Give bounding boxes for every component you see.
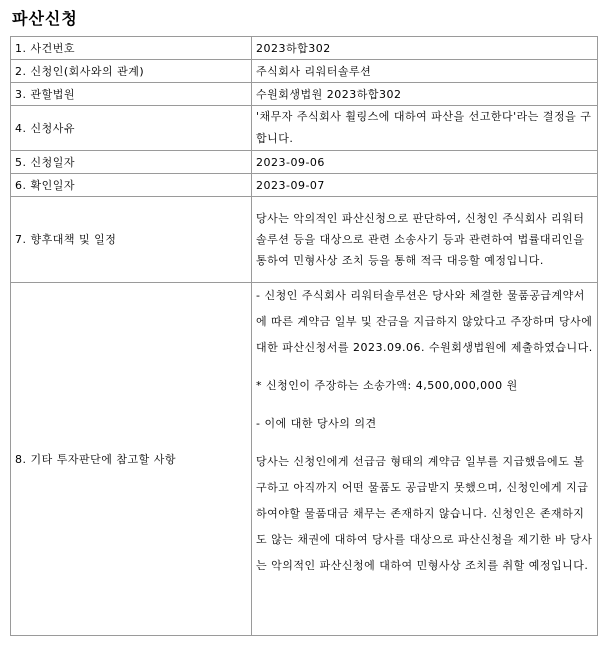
other-info-paragraph-claim: - 신청인 주식회사 리워터솔루션은 당사와 체결한 물품공급계약서에 따른 계약금 일부 및 잔금을 지급하지 않았다고 주장하며 당사에 대한 파산신청서를 2023.09.06. 수원회생법원에 제출하였습니다. (256, 289, 593, 354)
table-row (11, 283, 598, 636)
table-row (11, 151, 598, 174)
row-label-filing-date: 5. 신청일자 (11, 151, 252, 174)
row-value-applicant: 주식회사 리워터솔루션 (252, 60, 598, 83)
page-title: 파산신청 (12, 9, 78, 28)
table-row (11, 60, 598, 83)
other-info-paragraph-amount: * 신청인이 주장하는 소송가액: 4,500,000,000 원 (256, 379, 518, 392)
row-value-filing-date: 2023-09-06 (252, 151, 598, 174)
row-value-future-plan: 당사는 악의적인 파산신청으로 판단하여, 신청인 주식회사 리워터솔루션 등을 대상으로 관련 소송사기 등과 관련하여 법률대리인을 통하여 민형사상 조치 등을 통해 적극 대응할 예정입니다. (252, 197, 598, 283)
row-value-other-info (252, 283, 598, 636)
table-row (11, 174, 598, 197)
table-row (11, 83, 598, 106)
table-row (11, 106, 598, 151)
table-row (11, 197, 598, 283)
row-label-future-plan: 7. 향후대책 및 일정 (11, 197, 252, 283)
row-label-confirm-date: 6. 확인일자 (11, 174, 252, 197)
row-label-court: 3. 관할법원 (11, 83, 252, 106)
table-row (11, 37, 598, 60)
row-label-reason: 4. 신청사유 (11, 106, 252, 151)
row-value-court: 수원회생법원 2023하합302 (252, 83, 598, 106)
row-label-applicant: 2. 신청인(회사와의 관계) (11, 60, 252, 83)
row-value-reason: '채무자 주식회사 휠링스에 대하여 파산을 선고한다'라는 결정을 구합니다. (252, 106, 598, 151)
row-label-case-number: 1. 사건번호 (11, 37, 252, 60)
row-value-confirm-date: 2023-09-07 (252, 174, 598, 197)
other-info-paragraph-opinion: 당사는 신청인에게 선급금 형태의 계약금 일부를 지급했음에도 불구하고 아직까지 어떤 물품도 공급받지 못했으며, 신청인에게 지급하여야할 물품대금 채무는 존재하지 않습니다. 신청인은 존재하지도 않는 채권에 대하여 당사를 대상으로 파산신청을 제기한 바 당사는 악의적인 파산신청에 대하여 민형사상 조치를 취할 예정입니다. (256, 455, 593, 572)
bankruptcy-filing-table (10, 36, 598, 636)
row-value-case-number: 2023하합302 (252, 37, 598, 60)
row-label-other-info: 8. 기타 투자판단에 참고할 사항 (11, 283, 252, 636)
other-info-paragraph-heading: - 이에 대한 당사의 의견 (256, 417, 377, 430)
